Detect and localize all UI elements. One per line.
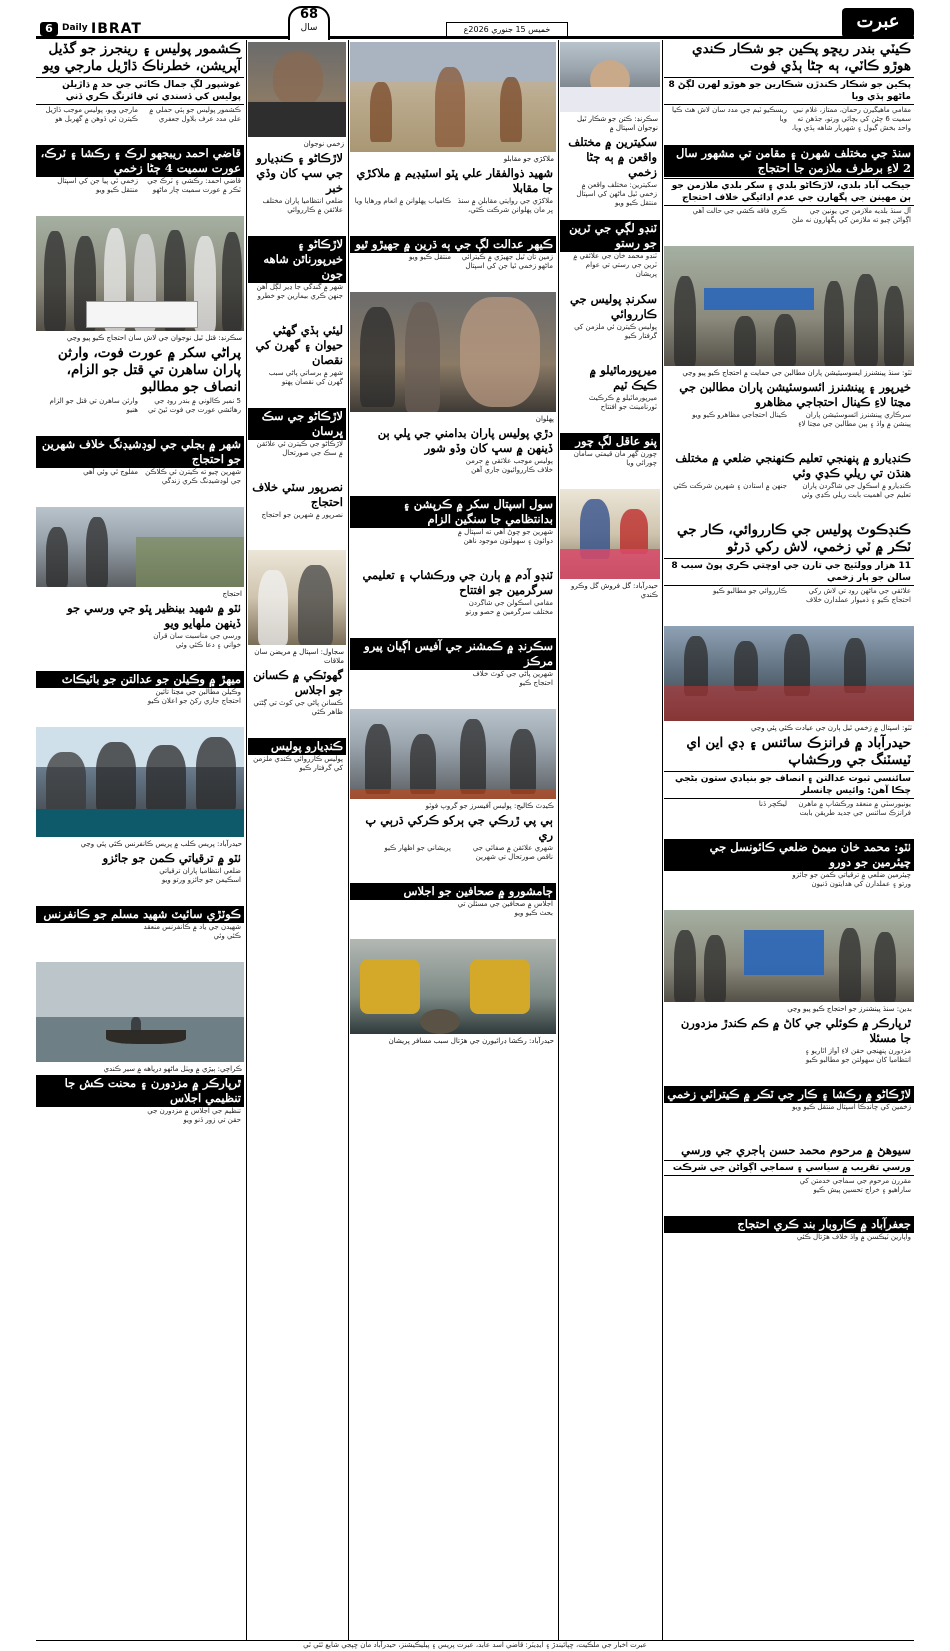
story-subheadline: غوشپور لڳ جمال ڪاٽي جي حد ۾ ڌاڙيلن پوليس کي ڏسندي ئي فائرنگ ڪري ڏني <box>36 77 244 105</box>
story-headline: لاڙڪاڻو ۾ رڪشا ۽ ڪار جي ٽڪر ۾ ڪيترائي زخمي <box>664 1086 914 1103</box>
news-story <box>36 671 244 724</box>
story-headline: لاڙڪاڻو جي سڪ ڀرسان <box>248 408 346 440</box>
story-body: شهيدن جي ياد ۾ ڪانفرنس منعقد ڪئي وئي <box>143 923 241 940</box>
news-photo <box>36 962 244 1062</box>
news-story <box>248 667 346 735</box>
news-story <box>664 734 914 836</box>
story-headline: سکيترين ۾ مختلف واقعن ۾ ٻه ڄڻا زخمي <box>568 135 657 179</box>
news-story <box>350 425 556 493</box>
news-photo <box>36 216 244 331</box>
news-story <box>350 812 556 880</box>
page-number: 6 <box>40 22 58 36</box>
photo-caption: بدين: سنڌ پينشنرز جو احتجاج ڪيو پيو وڃي <box>787 1005 912 1013</box>
story-headline: سيوهڻ ۾ مرحوم محمد حسن ٻاجري جي ورسي <box>681 1143 911 1157</box>
news-photo <box>350 42 556 152</box>
story-body: زمين تان ٿيل جهيڙي ۾ ڪيترائي ماڻهو زخمي ٿيا جن کي اسپتال منتقل ڪيو ويو <box>408 253 553 270</box>
story-headline: ڄامشورو ۾ صحافين جو اجلاس <box>350 883 556 900</box>
story-headline: ميهڙ ۾ وڪيلن جو عدالتن جو بائيڪاٽ <box>36 671 244 688</box>
story-group <box>350 567 556 706</box>
story-headline: ٺٽو ۾ شهيد بينظير ڀٽو جي ورسي جو ڏينهن ملهايو ويو <box>67 601 241 630</box>
news-photo <box>248 550 346 645</box>
news-story <box>664 1142 914 1213</box>
photo-caption: پهلوان <box>535 415 554 423</box>
story-headline: ڪشمور پوليس ۽ رينجرز جو گڏيل آپريشن، خطرناڪ ڌاڙيل مارجي ويو <box>42 41 241 74</box>
story-headline: نصرپور سٽي خلاف احتجاج <box>252 480 343 509</box>
story-body: آل سنڌ بلديه ملازمن جي يونين جي اڳواڻن چيو ته ملازمن کي پگهارون نه ملڻ ڪري فاقه ڪشي جي حالت آهي <box>692 207 911 224</box>
story-body: علائقي جي ماڻهن روڊ تي لاش رکي احتجاج ڪيو ۽ ذميوار عملدارن خلاف ڪارروائي جو مطالبو ڪيو <box>713 587 911 604</box>
news-story <box>664 40 914 142</box>
story-headline: سول اسپتال سکر ۾ ڪرپشن ۽ بدانتظامي جا سنگين الزام <box>350 496 556 528</box>
news-photo <box>350 939 556 1034</box>
column-1 <box>36 40 244 1640</box>
brand-name: IBRAT <box>91 21 142 37</box>
story-group <box>664 1015 914 1139</box>
year-label: سال <box>300 23 318 33</box>
news-story <box>248 479 346 547</box>
story-body: مقامي اسڪولن جي شاگردن مختلف سرگرمين ۾ حصو ورتو <box>465 599 553 616</box>
news-story <box>664 521 914 623</box>
story-group <box>664 40 914 243</box>
story-headline: ڪنڊڪوٽ پوليس جي ڪارروائي، ڪار جي ٽڪر ۾ ٽي زخمي، لاش رکي ڌرڻو <box>677 522 911 555</box>
column-3 <box>350 40 556 1640</box>
story-group <box>664 521 914 623</box>
news-story <box>36 40 244 142</box>
year-number: 68 <box>299 7 319 22</box>
photo-caption: سڪرنڊ: قتل ٿيل نوجوان جي لاش سان احتجاج ڪيو پيو وڃي <box>66 334 242 342</box>
story-headline: خيرپور ۽ پينشنرز ائسوسئيشن پاران مطالبن جي مڃتا لاءِ ڪينال احتجاجي مظاهرو <box>679 380 911 409</box>
news-story <box>36 850 244 903</box>
news-story <box>560 433 660 486</box>
news-story <box>36 145 244 213</box>
news-photo <box>560 42 660 112</box>
story-group <box>248 667 346 791</box>
story-group <box>248 322 346 547</box>
news-photo <box>664 246 914 366</box>
story-subheadline: پڪين جو شڪار ڪندڙن شڪارين جو هوڙو لهرن لڳڻ 8 ماڻهو ٻڏي ويا <box>664 77 914 105</box>
news-photo <box>664 910 914 1002</box>
story-headline: شهيد ذوالفقار علي ڀٽو اسٽيڊيم ۾ ملاکڙي جا مقابلا <box>356 166 553 195</box>
news-story <box>664 1015 914 1083</box>
story-headline: ٺٽو ۾ ترقياتي ڪمن جو جائزو <box>102 851 241 865</box>
news-story <box>560 220 660 288</box>
story-body: شهرين پاڻي جي کوٽ خلاف احتجاج ڪيو <box>472 670 553 687</box>
news-story <box>350 883 556 936</box>
story-headline: ڪنڊيارو پوليس <box>248 738 346 755</box>
news-story <box>664 1086 914 1139</box>
story-body: تنظيم جي اجلاس ۾ مزدورن جي حقن تي زور ڏنو ويو <box>147 1107 241 1124</box>
story-headline: پراڻي سکر ۾ عورت فوت، وارثن پاران ساهرن تي قتل جو الزام، انصاف جو مطالبو <box>57 345 241 395</box>
news-story <box>664 450 914 518</box>
photo-caption: حيدرآباد: پريس ڪلب ۾ پريس ڪانفرنس ڪئي پئي وڃي <box>80 840 242 848</box>
news-story <box>560 291 660 359</box>
news-story <box>664 379 914 447</box>
story-subheadline: جيڪب آباد بلدي، لاڙڪاڻو بلدي ۽ سکر بلدي ملازمن جو ٻن مهينن جي پگهارن جي عدم ادائيگي خلاف احتجاج <box>664 178 914 206</box>
story-body: ٽنڊو محمد خان جي علائقي ۾ ٽرين جي رستي تي عوام پريشان <box>573 252 657 278</box>
news-story <box>248 322 346 405</box>
news-story <box>664 1216 914 1269</box>
news-photo <box>36 507 244 587</box>
news-story <box>664 145 914 243</box>
story-body: سرڪاري پينشنرز ائسوسئيشن پاران پينشن ۾ واڌ ۽ ٻين مطالبن جي مڃتا لاءِ ڪينال احتجاجي مظاهرو ڪيو ويو <box>692 411 911 428</box>
story-headline: پنو عاقل لڳ چور <box>560 433 660 450</box>
news-story <box>248 150 346 233</box>
story-headline: ڪنڊيارو ۾ پنهنجي تعليم ڪنهنجي ضلعي ۾ مختلف هنڌن تي ريلي ڪڍي وئي <box>675 451 911 480</box>
news-photo <box>36 727 244 837</box>
story-body: واپارين ٽيڪسن ۾ واڌ خلاف هڙتال ڪئي <box>796 1233 911 1241</box>
news-photo <box>350 292 556 412</box>
photo-caption: ٺٽو: سنڌ پينشنرز ايسوسيئيشن پاران مطالبن جي حمايت ۾ احتجاج ڪيو پيو وڃي <box>682 369 912 377</box>
column-rule <box>246 40 247 1640</box>
news-story <box>36 1075 244 1143</box>
photo-caption: ٺٽو: اسپتال ۾ زخمي ٿيل ٻارن جي عيادت ڪئي پئي وڃي <box>751 724 912 732</box>
story-body: چيئرمين ضلعي ۾ ترقياتي ڪمن جو جائزو ورتو ۽ عملدارن کي هدايتون ڏنيون <box>792 871 911 888</box>
story-body: اجلاس ۾ صحافين جي مسئلن تي بحث ڪيو ويو <box>457 900 553 917</box>
story-group <box>560 291 660 486</box>
story-body: پوليس ڪيترن ئي ملزمن کي گرفتار ڪيو <box>574 323 657 340</box>
photo-caption: حيدرآباد: گل فروش گل وڪرو ڪندي <box>571 582 658 599</box>
story-body: لاڙڪاڻو جي ڪيترن ئي علائقن ۾ سڪ جي صورتحال <box>256 440 343 457</box>
story-group <box>560 134 660 288</box>
news-story <box>248 236 346 319</box>
story-headline: سڪرنڊ ۾ ڪمشنر جي آفيس اڳيان پيرو مرڪز <box>350 638 556 670</box>
story-group <box>36 850 244 959</box>
news-photo <box>664 626 914 721</box>
story-body: مقامي ماهيگيرن رحمان، ممتاز، غلام نبي سميت 6 ڄڻن کي بچائي ورتو، جڏهن ته واحد بخش گبول ۽ شهريار شاهه ٻڏي ويا، ريسڪيو ٽيم جي مدد سان لاش هٿ ڪيا ويا <box>672 106 911 132</box>
year-badge <box>288 6 330 40</box>
story-headline: ٽنڊو لڳي جي ٽرين جو رستو <box>560 220 660 252</box>
column-rule <box>662 40 663 1640</box>
photo-caption: زخمي نوجوان <box>303 140 344 148</box>
story-headline: ٿرپارڪر ۾ مزدورن ۽ محنت ڪش جا تنظيمي اجلاس <box>36 1075 244 1107</box>
footer-imprint: عبرت اخبار جي ملڪيت، ڇپائيندڙ ۽ ايڊيٽر: قاضي اسد عابد، عبرت پريس ۽ پبليڪيشنز، حيدرآباد مان ڇپجي شايع ٿئي ٿي <box>36 1640 914 1651</box>
story-body: ڪنڊيارو ۾ اسڪول جي شاگردن پاران تعليم جي اهميت بابت ريلي ڪڍي وئي جنهن ۾ استادن ۽ شهرين شرڪت ڪئي <box>673 482 911 499</box>
story-subheadline: سائنسي ثبوت عدالتن ۽ انصاف جو بنيادي ستون بڻجي چڪا آهن: وائيس چانسلر <box>664 771 914 799</box>
news-story <box>560 134 660 217</box>
story-headline: ٻي پي ڙرڪي جي ٻرکو ڪرکي ڌرٻي پ ري <box>365 813 553 842</box>
story-body: يونيورسٽي ۾ منعقد ورڪشاپ ۾ ماهرن فرانزڪ سائنس جي جديد طريقن بابت ليڪچر ڏنا <box>758 800 911 817</box>
story-body: ورسي جي مناسبت سان قرآن خواني ۽ دعا ڪئي وئي <box>153 632 241 649</box>
story-headline: سنڌ جي مختلف شهرن ۽ مقامن تي مشهور سال 2 لاءِ برطرف ملازمن جا احتجاج <box>664 145 914 177</box>
story-body: شهرين جو چوڻ آهي ته اسپتال ۾ دوائون ۽ سهولتون موجود ناهن <box>457 528 553 545</box>
story-group <box>664 1142 914 1269</box>
story-headline: ٽنڊو آدم ۾ ٻارن جي ورڪشاپ ۽ تعليمي سرگرمين جو افتتاح <box>362 568 553 597</box>
story-body: ضلعي انتظاميا پاران ترقياتي اسڪيمن جو جائزو ورتو ويو <box>159 867 241 884</box>
story-headline: ڪيهر عدالت لڳ جي ٻه ڌرين ۾ جهيڙو ٿيو <box>350 236 556 253</box>
story-headline: قاضي احمد ريبجهو لرڪ ۽ رڪشا ۽ ٽرڪ، عورت سميت 4 ڄڻا زخمي <box>36 145 244 177</box>
daily-label: Daily <box>62 23 88 33</box>
story-group <box>350 425 556 564</box>
story-headline: ٿرپارڪر ۾ ڪوئلي جي کاڻ ۾ ڪم ڪندڙ مزدورن جا مسئلا <box>680 1016 911 1045</box>
news-story <box>36 906 244 959</box>
news-story <box>248 738 346 791</box>
story-headline: دڙي پوليس پاران بدامني جي ڀلي ٻن ڏينهن ۾ سڀ کان وڏو شور <box>377 426 553 455</box>
photo-caption: ڪيڊٽ ڪاليج: پوليس آفيسرز جو گروپ فوٽو <box>425 802 554 810</box>
news-photo <box>350 709 556 799</box>
story-group <box>36 40 244 213</box>
masthead <box>36 8 914 39</box>
news-story <box>350 496 556 564</box>
story-headline: لاڙڪاڻو ۽ خيرپورناٿن شاهه جون <box>248 236 346 283</box>
story-body: ملاکڙي جي روايتي مقابلن ۾ سنڌ ڀر مان پهلوانن شرڪت ڪئي، ڪامياب پهلوانن ۾ انعام ورهايا ويا <box>354 197 553 214</box>
story-body: سکيترين: مختلف واقعن ۾ زخمي ٿيل ماڻهن کي اسپتال منتقل ڪيو ويو <box>576 181 657 207</box>
story-headline: حيدرآباد ۾ فرانزڪ سائنس ۽ ڊي اين اي ٽيسٽنگ جي ورڪشاپ <box>686 735 911 768</box>
story-group <box>350 165 556 289</box>
story-group <box>248 150 346 319</box>
story-body: مقررن مرحوم جي سماجي خدمتن کي ساراهيو ۽ خراج تحسين پيش ڪيو <box>799 1177 911 1194</box>
story-body: قاضي احمد: رڪشي ۽ ٽرڪ جي ٽڪر ۾ عورت سميت چار ماڻهو زخمي ٿي پيا جن کي اسپتال منتقل ڪيو ويو <box>57 177 241 194</box>
story-body: ڪسانن پاڻي جي کوٽ تي ڳڻتي ظاهر ڪئي <box>253 699 343 716</box>
issue-date: خميس 15 جنوري 2026ع <box>446 22 568 37</box>
story-headline: گهوٽڪي ۾ ڪسانن جو اجلاس <box>253 668 343 697</box>
story-body: شهري علائقن ۾ صفائي جي ناقص صورتحال تي شهرين پريشاني جو اظهار ڪيو <box>384 844 553 861</box>
photo-caption: سڪرنڊ: ڪتن جو شڪار ٿيل نوجوان اسپتال ۾ <box>577 115 658 132</box>
column-2 <box>248 40 346 1640</box>
story-body: چورن گهر مان قيمتي سامان چورائي ويا <box>573 450 657 467</box>
news-story <box>560 362 660 430</box>
story-subheadline: 11 هزار وولٽيج جي تارن جي اوچتي ڪري پوڻ سبب 8 سالن جو ٻار زخمي <box>664 558 914 586</box>
story-subheadline: ورسي تقريب ۾ سياسي ۽ سماجي اڳواڻن جي شرڪت <box>664 1160 914 1176</box>
news-story <box>36 600 244 668</box>
news-story <box>350 638 556 706</box>
story-group <box>664 734 914 907</box>
story-headline: ميرپورماٿيلو ۾ ڪيڪ ٽيم <box>589 363 657 392</box>
story-body: نصرپور ۾ شهرين جو احتجاج <box>261 511 343 519</box>
column-rule <box>558 40 559 1640</box>
column-right <box>664 40 914 1640</box>
news-story <box>36 436 244 504</box>
story-group <box>350 812 556 936</box>
photo-caption: ملاکڙي جو مقابلو <box>503 155 554 163</box>
column-rule <box>348 40 349 1640</box>
news-story <box>350 236 556 289</box>
photo-caption: ڪراچي: ٻيڙي ۾ ويٺل ماڻهو درياهه ۾ سير ڪندي <box>103 1065 242 1073</box>
story-body: پوليس ڪارروائي ڪندي ملزمن کي گرفتار ڪيو <box>253 755 343 772</box>
newspaper-logo: عبرت <box>842 8 914 38</box>
story-body: ميرپورماٿيلو ۾ ڪرڪيٽ ٽورنامينٽ جو افتتاح <box>588 394 657 411</box>
news-photo <box>560 489 660 579</box>
news-story <box>350 567 556 635</box>
story-headline: ٺٽو: محمد خان ميمڻ ضلعي ڪائونسل جي چيئرمين جو دورو <box>664 839 914 871</box>
story-body: ضلعي انتظاميا پاران مختلف علائقن ۾ ڪارروائي <box>262 197 343 214</box>
photo-caption: سجاول: اسپتال ۾ مريضن سان ملاقات <box>254 648 344 665</box>
story-headline: ڪوٽڙي سائيٽ شهيد مسلم جو ڪانفرنس <box>36 906 244 923</box>
story-headline: ليئي ٻڏي گهڻي حيوان ۽ گهرن کي نقصان <box>255 323 343 367</box>
story-body: وڪيلن مطالبن جي مڃتا تائين احتجاج جاري رکڻ جو اعلان ڪيو <box>147 688 241 705</box>
photo-caption: احتجاج <box>222 590 242 598</box>
story-body: زخمين کي چانڊڪا اسپتال منتقل ڪيو ويو <box>792 1103 911 1111</box>
story-body: شهر ۾ برساتي پاڻي سبب گهرن کي نقصان پهتو <box>268 369 343 386</box>
news-story <box>664 839 914 907</box>
story-body: 5 نمبر ڪالوني ۾ بندر روڊ جي رهائشي عورت جي فوت ٿيڻ تي وارثن ساهرن تي قتل جو الزام هنيو <box>49 397 241 414</box>
story-group <box>36 344 244 504</box>
photo-caption: حيدرآباد: رڪشا ڊرائيورن جي هڙتال سبب مسافر پريشان <box>388 1037 554 1045</box>
story-group <box>664 379 914 518</box>
news-photo <box>248 42 346 137</box>
news-story <box>36 344 244 433</box>
story-body: ڪشمور پوليس جو ٻئي حملي ۾ علي مدد عرف بلاول جعفري مارجي ويو، پوليس موجب ڌاڙيل ڪيترن ئي ڏوهن ۾ گهربل هو <box>45 106 241 123</box>
news-story <box>248 408 346 476</box>
story-body: شهرين چيو ته ڪيترن ئي ڪلاڪن جي لوڊشيڊنگ ڪري زندگي مفلوج ٿي وئي آهي <box>83 468 241 485</box>
story-body: پوليس موجب علائقي ۾ جرمن خلاف ڪارروائيون جاري آهن <box>465 457 553 474</box>
story-headline: ڪيٽي بندر ريڇو پڪين جو شڪار ڪندي هوڙو ڪاٽي، ٻه ڄڻا ٻڏي فوت <box>692 41 911 74</box>
story-headline: جعفرآباد ۾ ڪاروبار بند ڪري احتجاج <box>664 1216 914 1233</box>
column-4 <box>560 40 660 1640</box>
story-group <box>36 600 244 724</box>
news-story <box>350 165 556 233</box>
story-body: شهر ۾ گندگي جا ڍير لڳل آهن جنهن ڪري بيمارين جو خطرو <box>256 283 343 300</box>
story-headline: سکرنڊ پوليس جي ڪارروائي <box>569 292 657 321</box>
story-headline: لاڙڪاڻو ۽ ڪنڊيارو جي سڀ کان وڏي خبر <box>256 151 343 195</box>
story-body: مزدورن پنهنجي حقن لاءِ آواز اٿاريو ۽ انتظاميا کان سهولتن جو مطالبو ڪيو <box>805 1047 911 1064</box>
story-group <box>36 1075 244 1143</box>
story-headline: شهر ۾ بجلي جي لوڊشيڊنگ خلاف شهرين جو احتجاج <box>36 436 244 468</box>
